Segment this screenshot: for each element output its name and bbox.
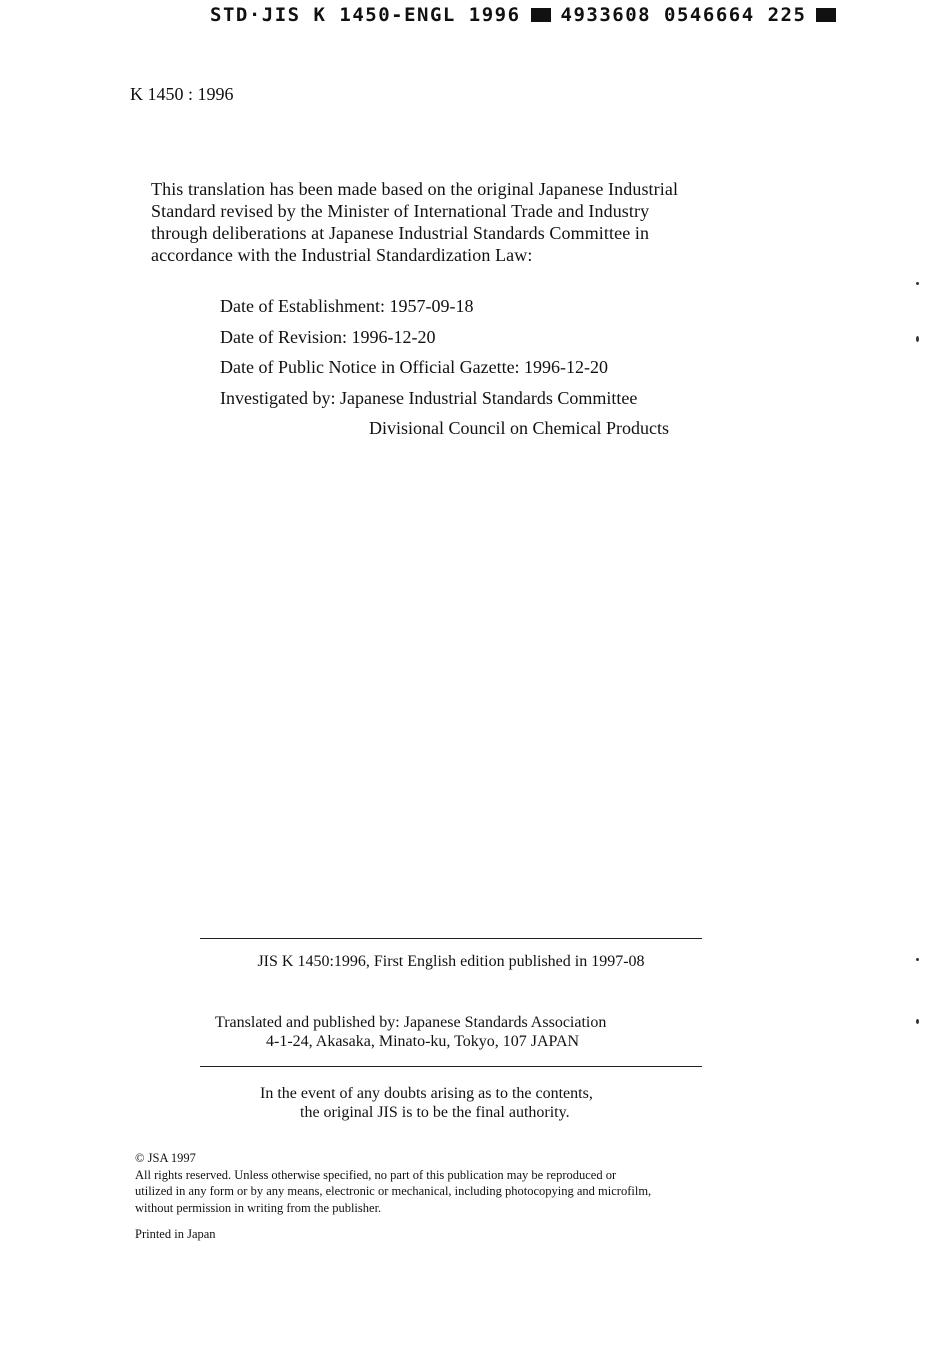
scan-header (210, 4, 836, 26)
authority-line: In the event of any doubts arising as to the contents, (260, 1085, 593, 1102)
intro-paragraph (151, 178, 791, 266)
scan-speck (916, 282, 919, 285)
divider-bottom (200, 1066, 702, 1067)
intro-line: accordance with the Industrial Standardization Law: (151, 245, 533, 265)
authority-line: the original JIS is to be the final authority. (300, 1104, 570, 1121)
edition-text: JIS K 1450:1996, First English edition published in 1997-08 (257, 953, 645, 970)
edition-line (0, 953, 950, 971)
publisher-address: 4-1-24, Akasaka, Minato-ku, Tokyo, 107 JAPAN (266, 1033, 580, 1050)
copyright-text: utilized in any form or by any means, electronic or mechanical, including photocopying and microfilm, (135, 1184, 652, 1198)
investigated-by: Investigated by: Japanese Industrial Standards Committee (220, 388, 638, 408)
divider-top (200, 938, 702, 939)
scan-header-code: STD·JIS K 1450-ENGL 1996 (210, 4, 521, 26)
standard-code: K 1450 : 1996 (130, 84, 234, 104)
intro-line: Standard revised by the Minister of International Trade and Industry (151, 201, 650, 221)
date-of-public-notice: Date of Public Notice in Official Gazette: 1996-12-20 (220, 357, 609, 377)
intro-line: through deliberations at Japanese Industrial Standards Committee in (151, 223, 650, 243)
date-of-revision: Date of Revision: 1996-12-20 (220, 327, 436, 347)
copyright-holder: © JSA 1997 (135, 1151, 196, 1165)
copyright-notice (135, 1150, 651, 1216)
publisher-line: Translated and published by: Japanese Standards Association (215, 1014, 607, 1031)
scan-speck (916, 1019, 919, 1024)
scan-header-serial: 4933608 0546664 225 (560, 4, 807, 26)
date-of-establishment: Date of Establishment: 1957-09-18 (220, 296, 474, 316)
scan-block-mark (816, 8, 836, 22)
copyright-text: without permission in writing from the publisher. (135, 1200, 382, 1215)
scan-block-mark (531, 8, 551, 22)
intro-line: This translation has been made based on the original Japanese Industrial (151, 179, 679, 199)
scan-speck (916, 336, 919, 342)
copyright-text: All rights reserved. Unless otherwise specified, no part of this publication may be reproduced or (135, 1167, 617, 1182)
printed-in: Printed in Japan (135, 1227, 216, 1241)
divisional-council: Divisional Council on Chemical Products (369, 418, 669, 438)
scan-speck (916, 958, 919, 961)
